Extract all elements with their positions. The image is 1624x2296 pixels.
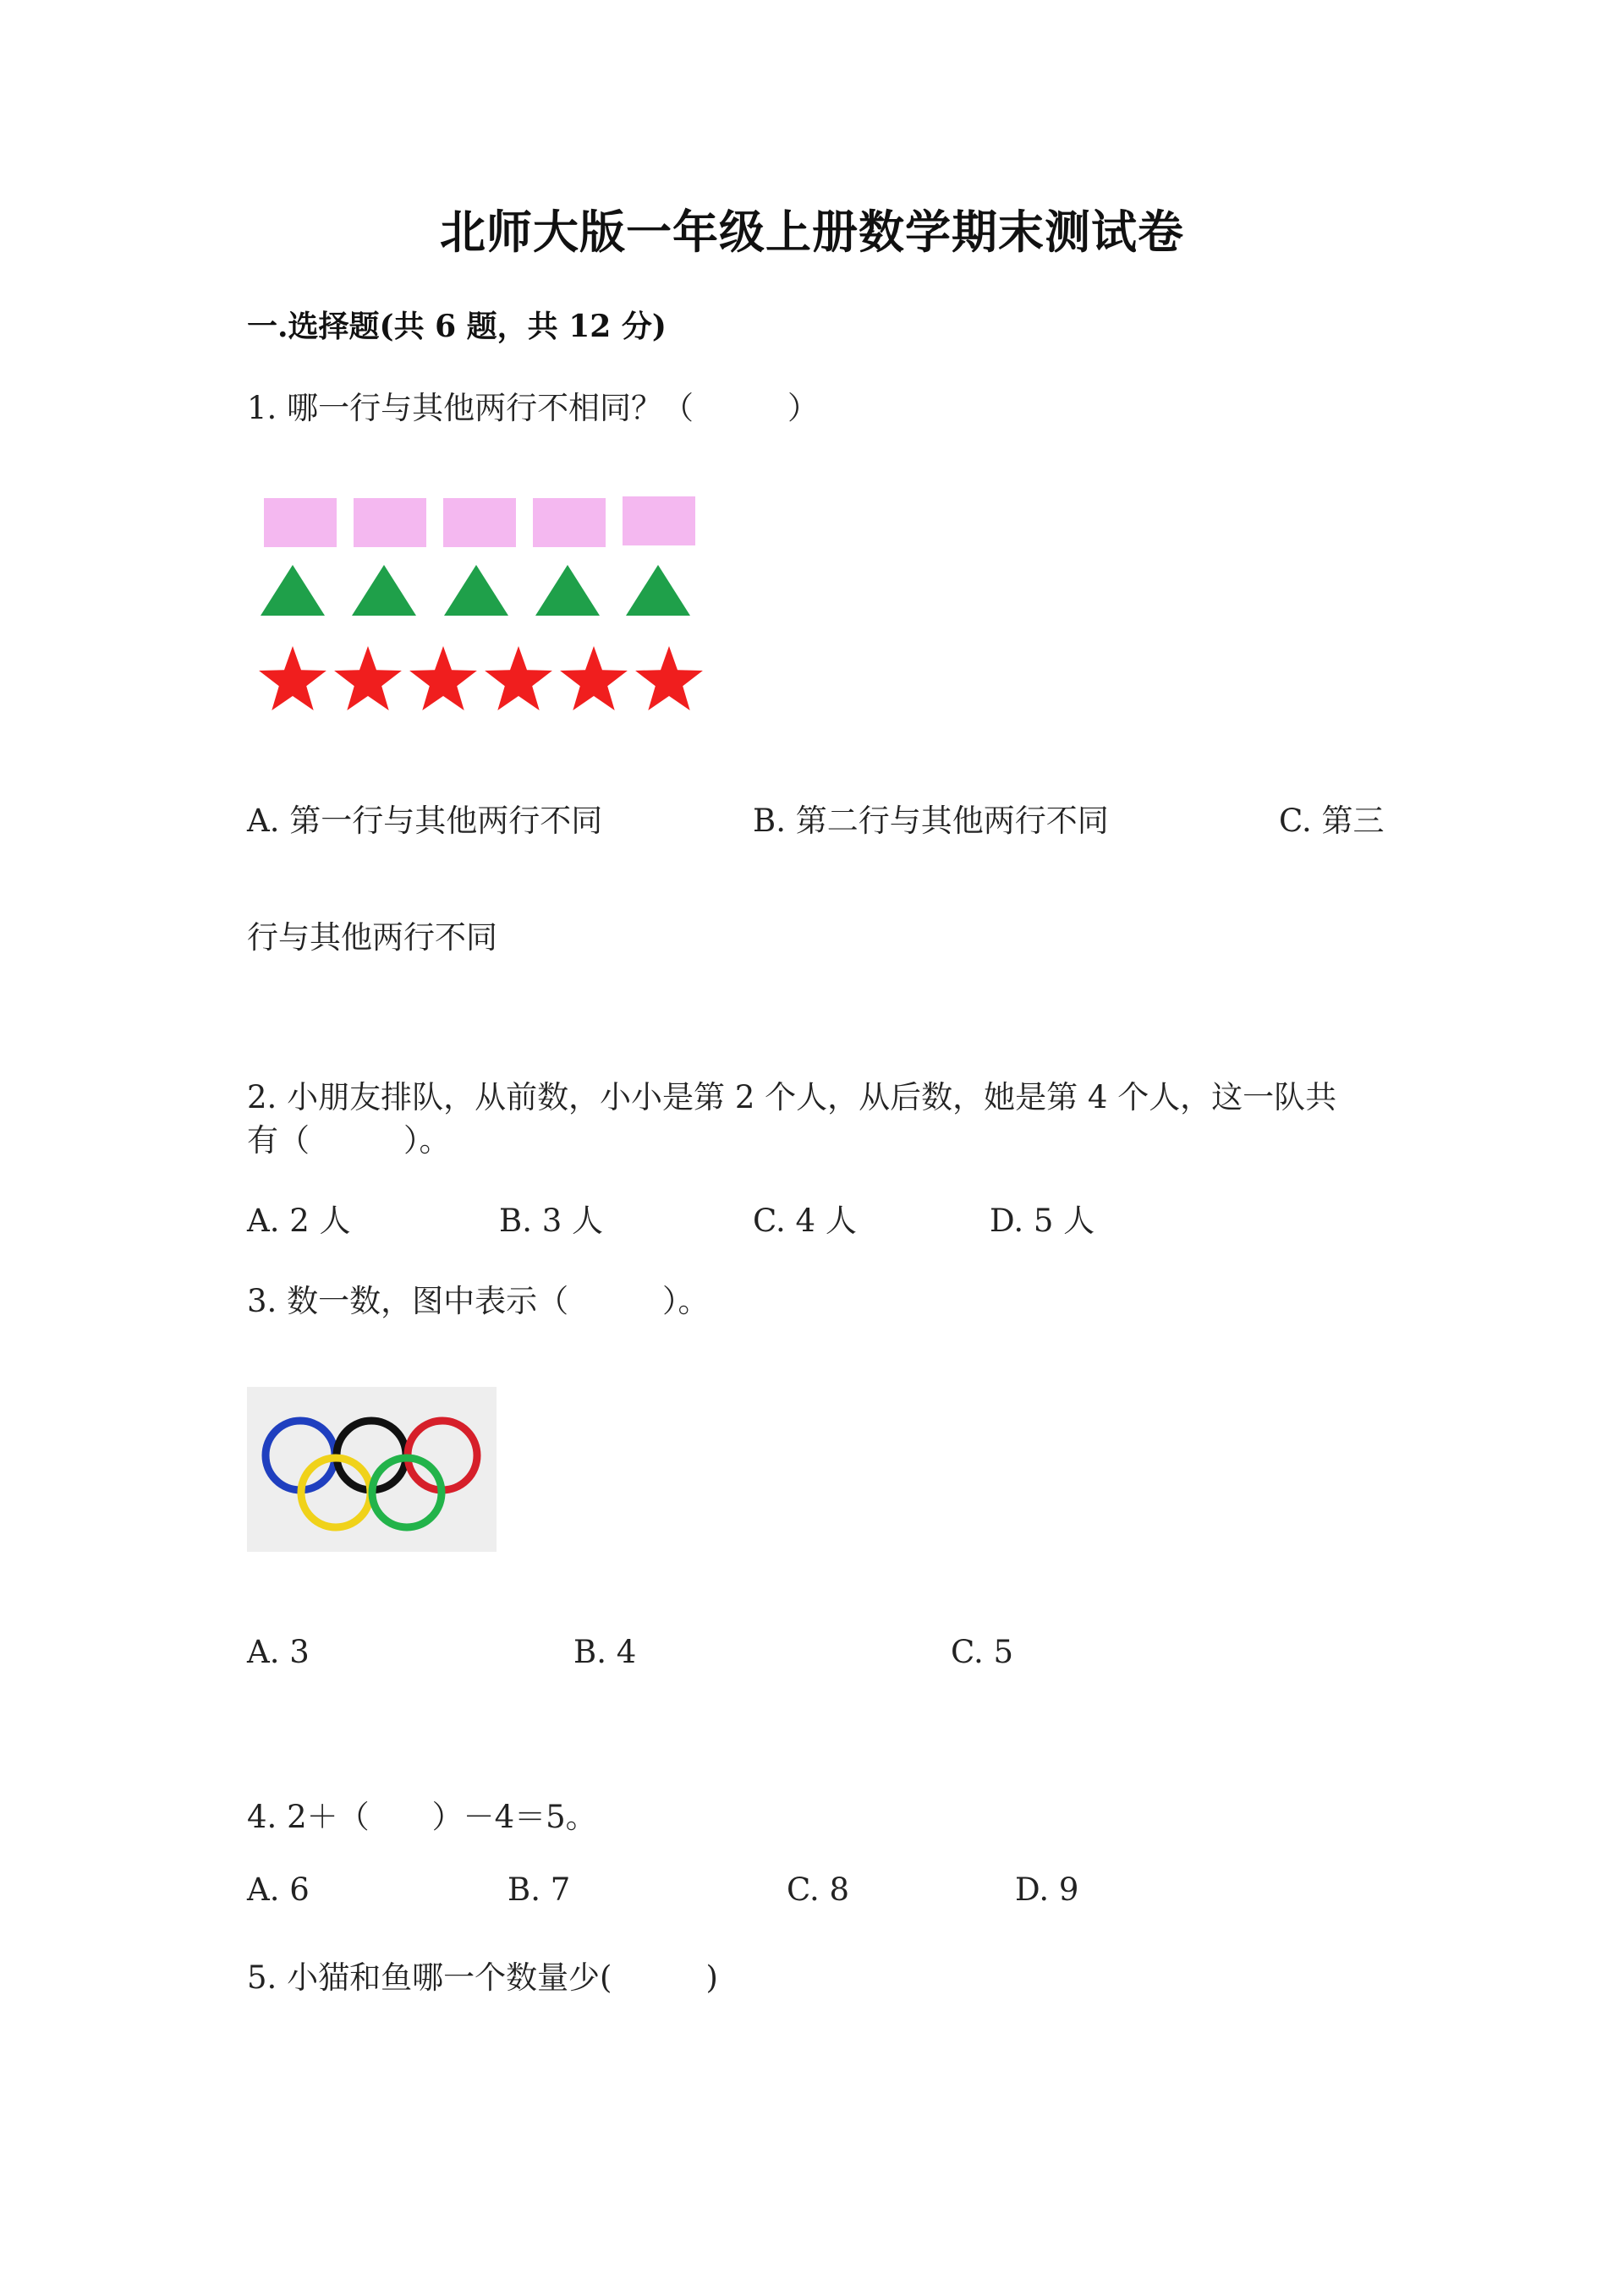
green-triangle (352, 565, 416, 616)
row-green-triangles (261, 565, 690, 616)
question-1-option-a[interactable]: A. 第一行与其他两行不同 (247, 803, 603, 839)
pink-rectangle (443, 498, 516, 547)
row-pink-rectangles (264, 496, 695, 547)
red-star (334, 646, 402, 710)
green-triangle (444, 565, 508, 616)
red-star (635, 646, 703, 710)
question-3-olympic-rings-figure (247, 1387, 497, 1552)
question-4-stem: 4. 2＋（ ）－4＝5。 (247, 1799, 597, 1835)
question-1-option-b[interactable]: B. 第二行与其他两行不同 (753, 803, 1109, 839)
section-heading: 一.选择题(共 6 题，共 12 分) (247, 309, 667, 344)
pink-rectangle (264, 498, 337, 547)
question-4-option-a[interactable]: A. 6 (247, 1871, 310, 1908)
question-2-option-a[interactable]: A. 2 人 (247, 1203, 351, 1239)
question-1-option-c[interactable]: C. 第三 (1279, 803, 1385, 839)
question-3-option-b[interactable]: B. 4 (573, 1634, 637, 1670)
figure-background (247, 1387, 497, 1552)
question-4-option-c[interactable]: C. 8 (787, 1871, 850, 1908)
green-triangle (535, 565, 600, 616)
question-1-option-c-continued: 行与其他两行不同 (247, 919, 497, 956)
red-star (485, 646, 552, 710)
pink-rectangle (623, 496, 695, 545)
question-3-option-a[interactable]: A. 3 (247, 1634, 310, 1670)
question-1-shapes-figure (254, 486, 719, 723)
green-triangle (626, 565, 690, 616)
question-4-option-b[interactable]: B. 7 (508, 1871, 571, 1908)
question-2-option-b[interactable]: B. 3 人 (499, 1203, 604, 1239)
question-4-option-d[interactable]: D. 9 (1015, 1871, 1079, 1908)
pink-rectangle (533, 498, 606, 547)
question-3-stem: 3. 数一数，图中表示（ ）。 (247, 1283, 710, 1319)
red-star (259, 646, 326, 710)
green-triangle (261, 565, 325, 616)
question-2-stem-line1: 2. 小朋友排队，从前数，小小是第 2 个人，从后数，她是第 4 个人，这一队共 (247, 1079, 1337, 1115)
red-star (409, 646, 477, 710)
row-red-stars (259, 646, 703, 710)
pink-rectangle (354, 498, 426, 547)
question-2-stem-line2: 有（ ）。 (247, 1122, 451, 1159)
question-1-stem: 1. 哪一行与其他两行不相同？（ ） (247, 390, 820, 426)
question-5-stem: 5. 小猫和鱼哪一个数量少( ) (247, 1959, 718, 1996)
question-3-option-c[interactable]: C. 5 (951, 1634, 1014, 1670)
red-star (560, 646, 628, 710)
question-2-option-c[interactable]: C. 4 人 (753, 1203, 857, 1239)
question-2-option-d[interactable]: D. 5 人 (990, 1203, 1095, 1239)
page-title: 北师大版一年级上册数学期末测试卷 (440, 205, 1184, 259)
